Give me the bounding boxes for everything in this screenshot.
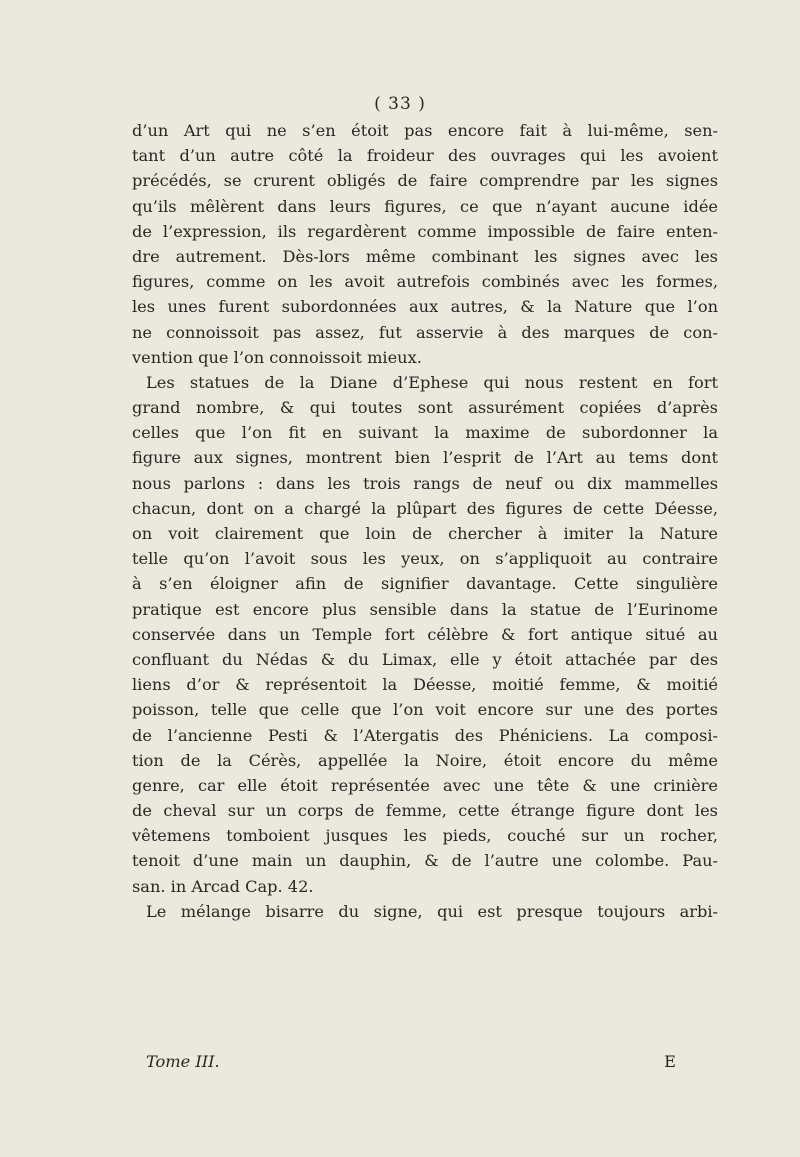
text-line: san. in Arcad Cap. 42. [132, 876, 314, 896]
text-line: figures, comme on les avoit autrefois combinés avec les formes, [132, 272, 718, 292]
text-line: grand nombre, & qui toutes sont assurément copiées d’après [132, 398, 718, 418]
volume-label: Tome III. [146, 1052, 220, 1071]
text-line: précédés, se crurent obligés de faire comprendre par les signes [132, 171, 718, 191]
text-line: tion de la Cérès, appellée la Noire, étoit encore du même [132, 750, 718, 770]
text-line: de l’ancienne Pesti & l’Atergatis des Phéniciens. La composi- [132, 725, 718, 745]
text-line: à s’en éloigner afin de signifier davantage. Cette singulière [132, 574, 718, 594]
text-line: ne connoissoit pas assez, fut asservie à des marques de con- [132, 322, 718, 342]
page-footer [146, 1052, 706, 1071]
text-line: confluant du Nédas & du Limax, elle y étoit attachée par des [132, 649, 718, 669]
text-line: liens d’or & représentoit la Déesse, moitié femme, & moitié [132, 675, 718, 695]
text-line: tenoit d’une main un dauphin, & de l’autre une colombe. Pau- [132, 851, 718, 871]
text-line: de cheval sur un corps de femme, cette étrange figure dont les [132, 801, 718, 821]
text-line: d’un Art qui ne s’en étoit pas encore fait à lui-même, sen- [132, 121, 718, 140]
text-line: celles que l’on fit en suivant la maxime de subordonner la [132, 423, 718, 443]
text-line: poisson, telle que celle que l’on voit encore sur une des portes [132, 700, 718, 720]
text-line: on voit clairement que loin de chercher à imiter la Nature [132, 524, 718, 543]
text-line: de l’expression, ils regardèrent comme impossible de faire enten- [132, 221, 718, 241]
text-line: vention que l’on connoissoit mieux. [132, 347, 422, 367]
signature-mark: E [664, 1052, 676, 1071]
text-line: les unes furent subordonnées aux autres, & la Nature que l’on [132, 297, 718, 317]
text-line: nous parlons : dans les trois rangs de neuf ou dix mammelles [132, 473, 718, 493]
body-text [132, 118, 718, 924]
text-line: Le mélange bisarre du signe, qui est presque toujours arbi- [146, 901, 718, 921]
page-number: ( 33 ) [374, 94, 426, 114]
text-line: conservée dans un Temple fort célèbre & fort antique situé au [132, 624, 718, 644]
text-line: pratique est encore plus sensible dans la statue de l’Eurinome [132, 599, 718, 619]
text-line: tant d’un autre côté la froideur des ouvrages qui les avoient [132, 146, 718, 166]
text-line: figure aux signes, montrent bien l’esprit de l’Art au tems dont [132, 448, 718, 468]
text-line: genre, car elle étoit représentée avec une tête & une crinière [132, 775, 718, 795]
text-line: Les statues de la Diane d’Ephese qui nous restent en fort [146, 372, 718, 392]
text-line: qu’ils mêlèrent dans leurs figures, ce que n’ayant aucune idée [132, 196, 718, 216]
text-line: dre autrement. Dès-lors même combinant les signes avec les [132, 246, 718, 266]
text-line: chacun, dont on a chargé la plûpart des figures de cette Déesse, [132, 498, 718, 518]
text-line: telle qu’on l’avoit sous les yeux, on s’appliquoit au contraire [132, 549, 718, 569]
text-line: vêtemens tomboient jusques les pieds, couché sur un rocher, [132, 826, 718, 846]
